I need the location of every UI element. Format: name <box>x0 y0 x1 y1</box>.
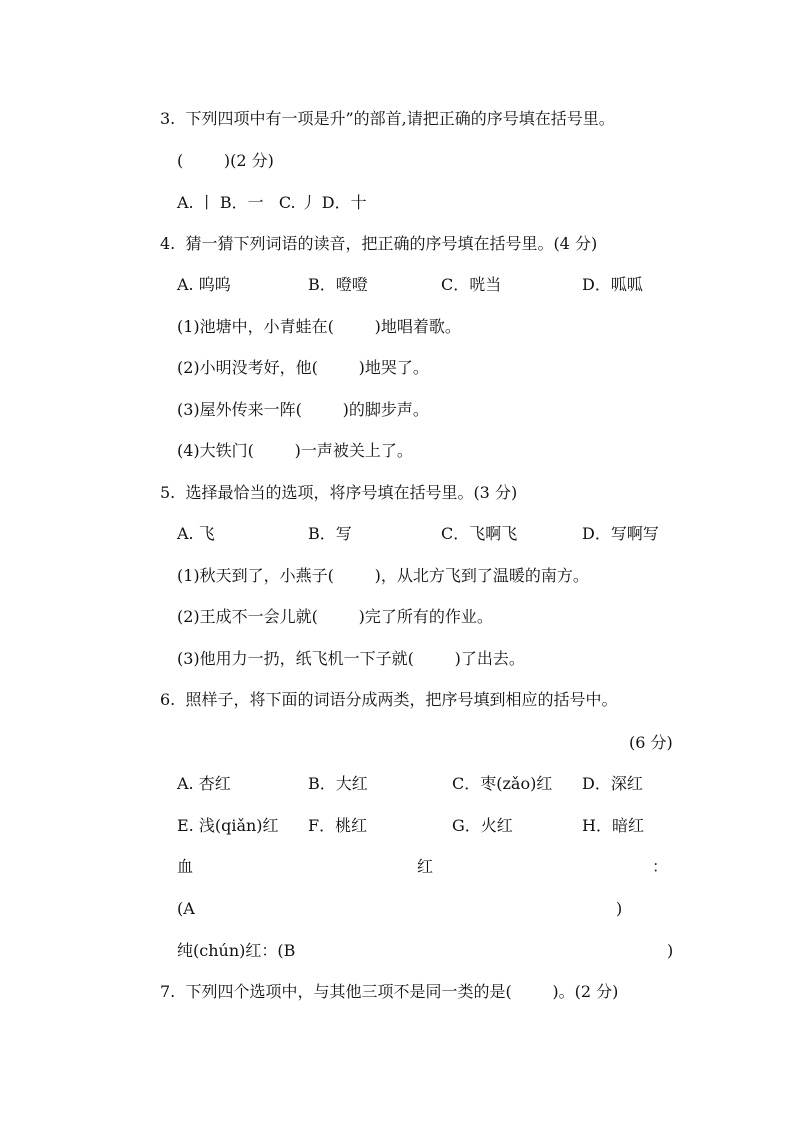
q4-option-d: D．呱呱 <box>582 275 643 294</box>
q6-option-f: F．桃红 <box>308 816 368 835</box>
q6-score: (6 分) <box>629 733 673 752</box>
q4-option-b: B．噔噔 <box>308 275 368 294</box>
q4-option-c: C．咣当 <box>441 275 502 294</box>
q5-item-1: (1)秋天到了，小燕子( )，从北方飞到了温暖的南方。 <box>177 566 589 585</box>
q5-option-a: A. 飞 <box>177 524 215 543</box>
q6-option-c: C．枣(zǎo)红 <box>452 774 553 793</box>
q6-category-1-colon: ： <box>652 857 669 876</box>
q6-option-e: E. 浅(qiǎn)红 <box>177 816 279 835</box>
q5-option-d: D．写啊写 <box>582 524 659 543</box>
q6-category-1-label <box>0 856 794 878</box>
q3-answer-blank: ( )(2 分) <box>177 151 274 170</box>
q5-option-b: B．写 <box>308 524 352 543</box>
q4-item-4: (4)大铁门( )一声被关上了。 <box>177 441 413 460</box>
q4-option-a: A. 呜呜 <box>177 275 231 294</box>
q3-options: A. 丨 B．一 C. 丿 D．十 <box>177 193 367 212</box>
q5-item-2: (2)王成不一会儿就( )完了所有的作业。 <box>177 607 493 626</box>
q6-category-2-label: 纯(chún)红：(B <box>177 941 296 960</box>
q6-option-a: A. 杏红 <box>177 774 231 793</box>
q4-options <box>0 274 794 296</box>
q6-category-1-close: ) <box>616 899 623 918</box>
q6-option-h: H．暗红 <box>582 816 644 835</box>
q4-item-2: (2)小明没考好，他( )地哭了。 <box>177 358 429 377</box>
q5-item-3: (3)他用力一扔，纸飞机一下子就( )了出去。 <box>177 649 525 668</box>
q6-category-1-char-2: 红 <box>417 857 434 876</box>
q6-category-1-char-1: 血 <box>177 857 194 876</box>
q6-category-1-blank <box>0 898 794 920</box>
q5-option-c: C．飞啊飞 <box>441 524 518 543</box>
q6-stem: 6. 照样子，将下面的词语分成两类，把序号填到相应的括号中。 <box>160 690 618 709</box>
q4-item-1: (1)池塘中，小青蛙在( )地唱着歌。 <box>177 317 461 336</box>
q6-options-row-1 <box>0 773 794 795</box>
q6-category-2 <box>0 940 794 962</box>
q6-category-1-open: (A <box>177 899 195 918</box>
q5-options <box>0 523 794 545</box>
q4-item-3: (3)屋外传来一阵( )的脚步声。 <box>177 400 429 419</box>
q6-category-2-close: ) <box>667 941 674 960</box>
q5-stem: 5. 选择最恰当的选项，将序号填在括号里。(3 分) <box>160 483 518 502</box>
q6-option-b: B．大红 <box>308 774 368 793</box>
q6-option-g: G．火红 <box>452 816 513 835</box>
q4-stem: 4. 猜一猜下列词语的读音，把正确的序号填在括号里。(4 分) <box>160 234 598 253</box>
q7-stem: 7. 下列四个选项中，与其他三项不是同一类的是( )。(2 分) <box>160 982 619 1001</box>
q6-option-d: D．深红 <box>582 774 643 793</box>
q6-options-row-2 <box>0 815 794 837</box>
q3-stem: 3. 下列四项中有一项是升”的部首,请把正确的序号填在括号里。 <box>160 109 615 128</box>
